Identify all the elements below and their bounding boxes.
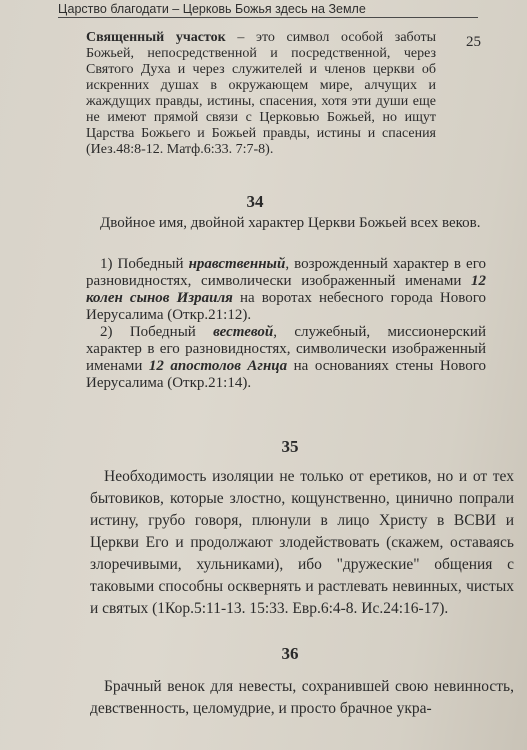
section-36-number: 36 bbox=[281, 644, 299, 663]
section-35-text: Необходимость изоляции не только от еретиков, но и от тех бытовиков, которые злостно, кощунственно, цинично попрали истину, грубо говоря, плюнули в лицо Христу в ВСВИ и Церкви Его и продолжают злодействовать (скажем, оставаясь злоречивыми, хульниками), ибо "дружеские" общения с таковыми способны осквернять и растлевать невинных, чистых и святых (1Кор.5:11-13. 15:33. Евр.6:4-8. Ис.24:16-17). bbox=[90, 468, 514, 617]
section-prev-lead: Священный участок bbox=[86, 30, 226, 45]
section-35-number: 35 bbox=[281, 437, 299, 456]
section-36-text: Брачный венок для невесты, сохранившей свою невинность, девственность, целомудрие, и просто брачное укра- bbox=[90, 678, 514, 717]
section-34-intro: Двойное имя, двойной характер Церкви Божьей всех веков. bbox=[100, 215, 481, 231]
section-34-number: 34 bbox=[246, 192, 264, 211]
section-prev-paragraph bbox=[86, 30, 436, 158]
section-34-item-1: 1) Победный нравственный, возрожденный характер в его разновидностях, символически изображенный именами 12 колен сынов Израиля на воротах небесного города Нового Иерусалима (Откр.21:12). bbox=[86, 256, 486, 323]
section-34-intro-block bbox=[86, 214, 486, 232]
page-number: 25 bbox=[466, 34, 481, 50]
section-35-block bbox=[90, 466, 514, 620]
section-36-block bbox=[90, 676, 514, 720]
running-title: Царство благодати – Церковь Божья здесь на Земле bbox=[58, 2, 478, 18]
section-34-item-2: 2) Победный вестевой, служебный, миссионерский характер в его разновидностях, символически изображенный именами 12 апостолов Агнца на основаниях стены Нового Иерусалима (Откр.21:14). bbox=[86, 324, 486, 391]
section-prev-text: – это символ особой заботы Божьей, непосредственной и посредственной, через Святого Духа и через служителей и членов церкви об искренних душах в окружающем мире, алчущих и жаждущих правды, истины, спасения, хотя эти души еще не имеют прямой связи с Церковью Божьей, но ищут Царства Божьего и Божьей правды, истины и спасения (Иез.48:8-12. Матф.6:33. 7:7-8). bbox=[86, 30, 437, 157]
section-34-items bbox=[86, 256, 486, 392]
